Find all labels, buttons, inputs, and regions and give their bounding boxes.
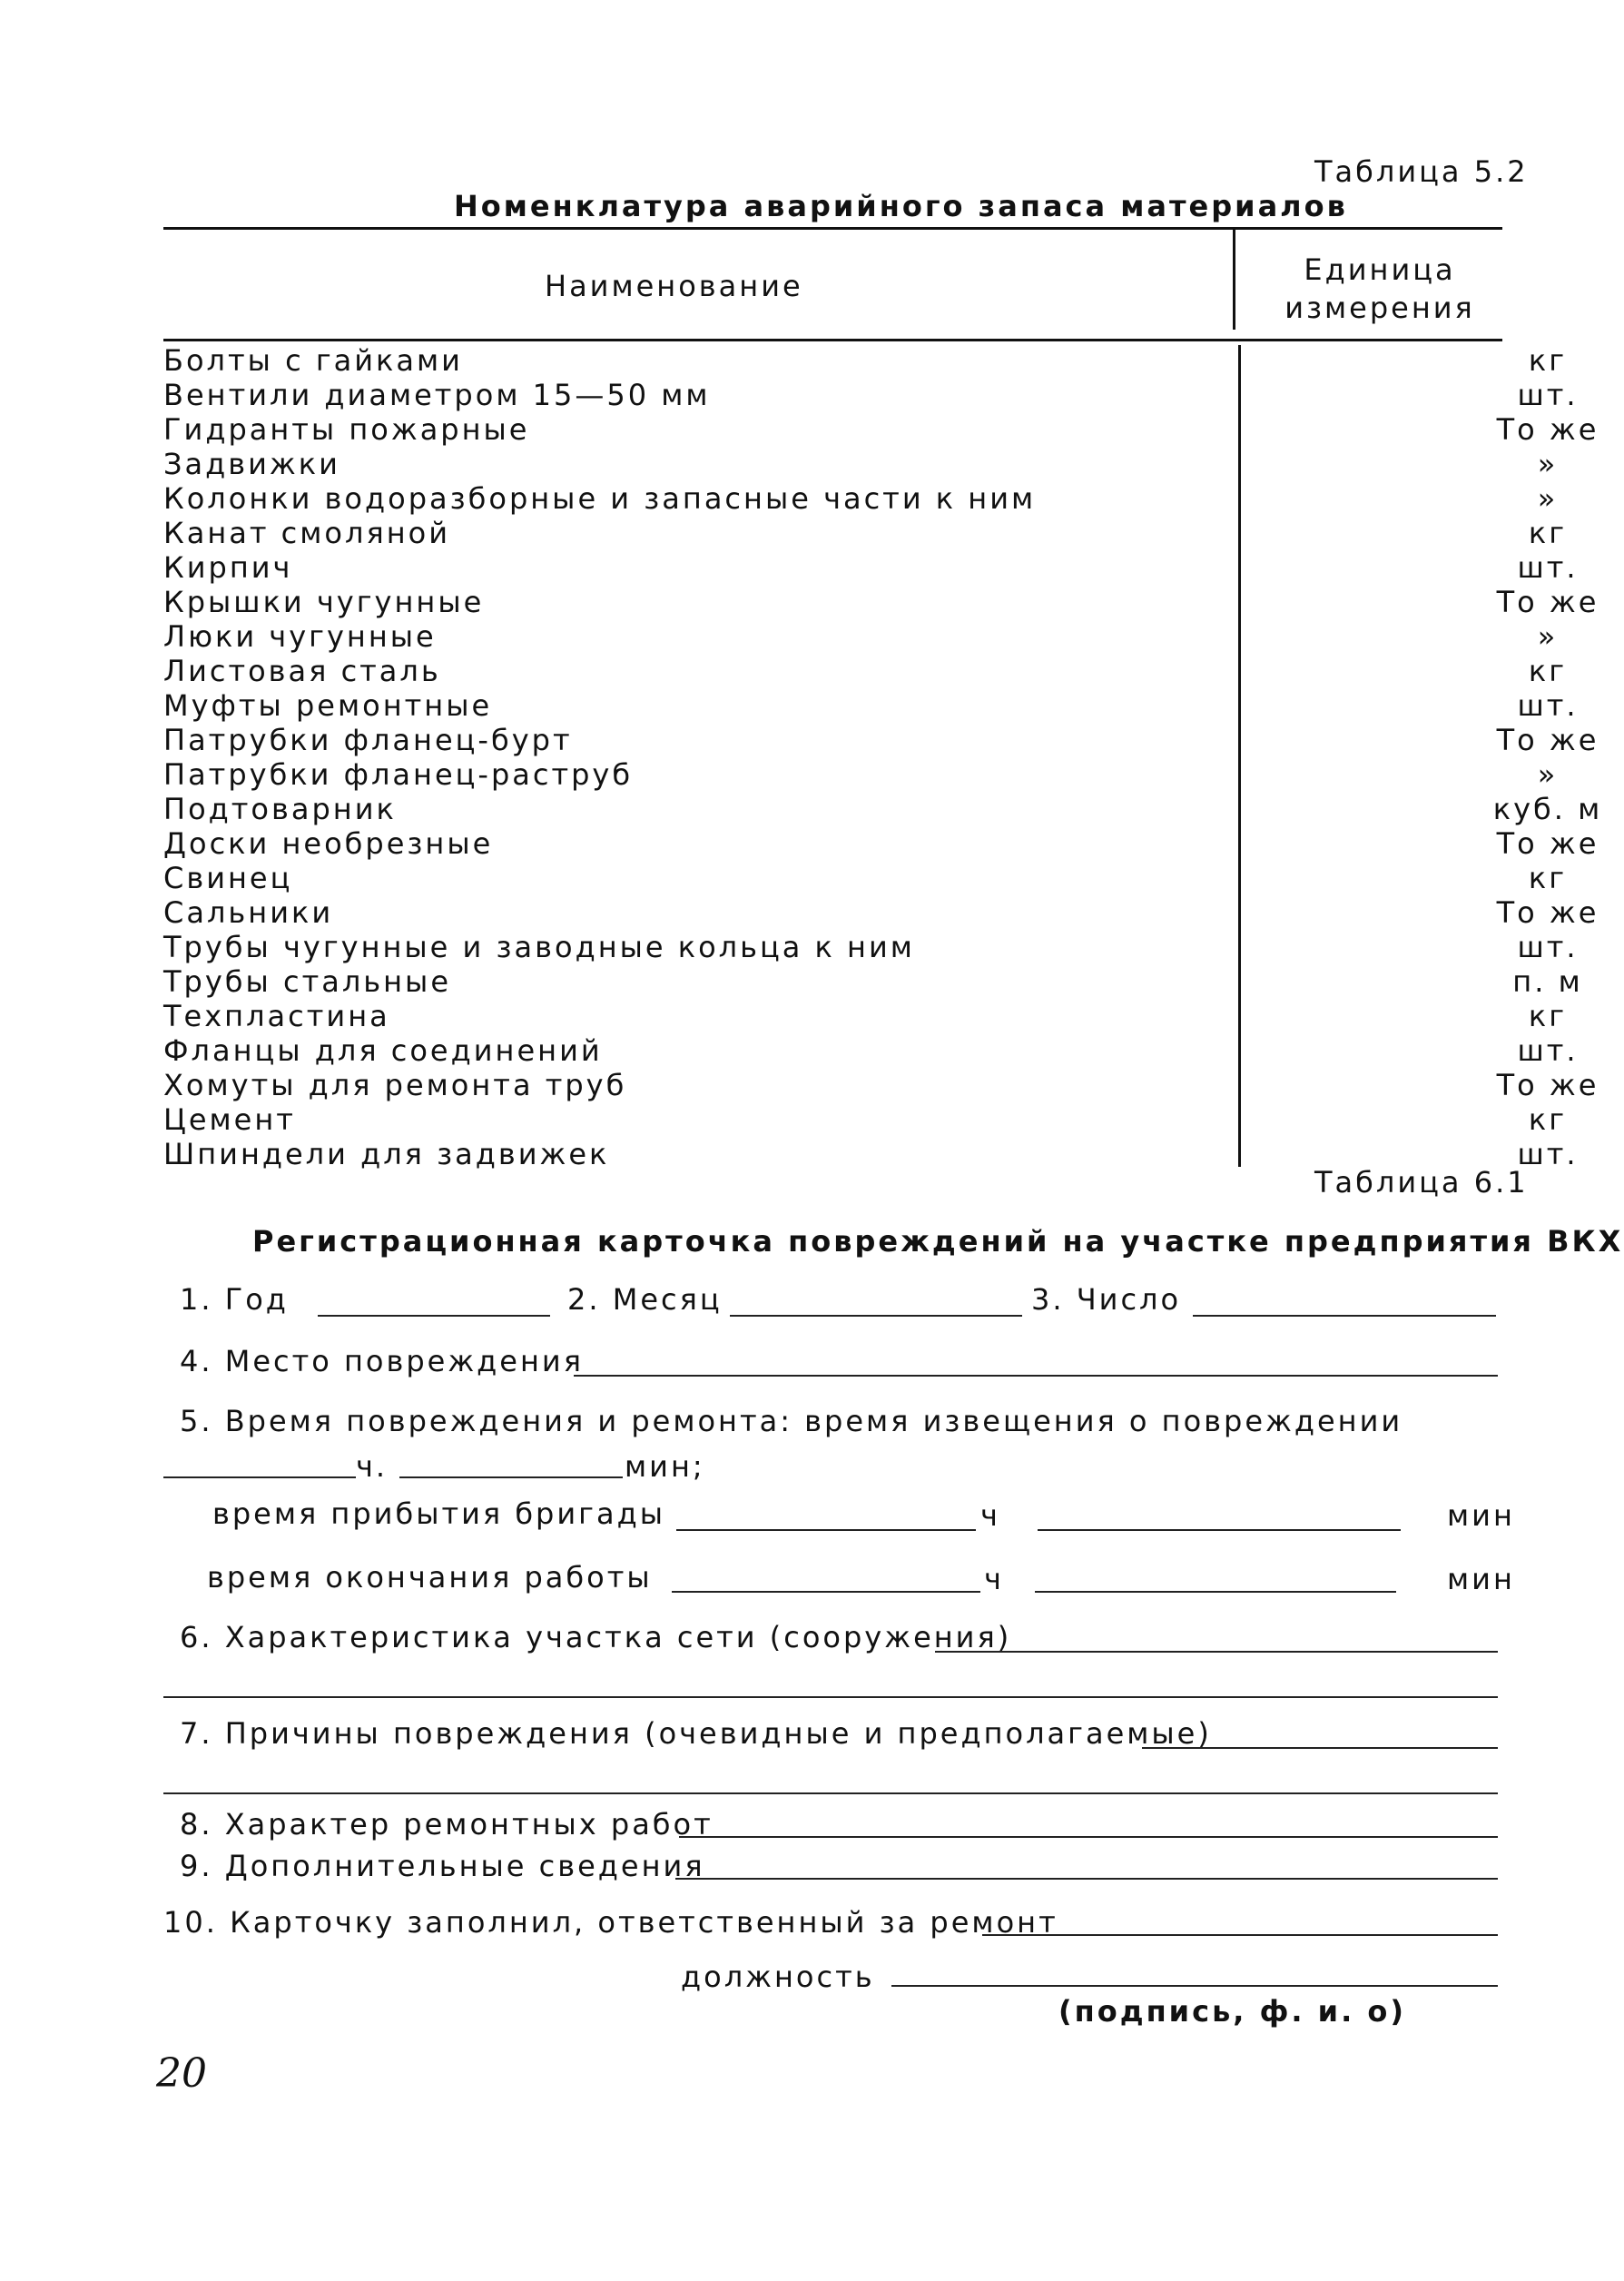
field-arrival-minutes-unit: мин <box>1447 1498 1515 1533</box>
unit-of-measure: шт. <box>1517 550 1579 585</box>
material-name: Муфты ремонтные <box>163 688 493 723</box>
unit-of-measure: кг <box>1528 861 1568 895</box>
field-filled-by-input[interactable] <box>982 1934 1498 1936</box>
card-title: Регистрационная карточка повреждений на участке предприятия ВКХ <box>252 1224 1624 1259</box>
signature-caption: (подпись, ф. и. о) <box>1058 1994 1406 2029</box>
unit-of-measure: шт. <box>1517 688 1579 723</box>
material-name: Патрубки фланец-бурт <box>163 723 573 757</box>
field-arrival-hours-unit: ч <box>980 1498 1000 1533</box>
material-name: Колонки водоразборные и запасные части к ним <box>163 481 1037 516</box>
table-row <box>163 619 1559 654</box>
material-name: Канат смоляной <box>163 516 450 550</box>
field-causes-input[interactable] <box>1142 1747 1498 1749</box>
field-repair-label: 8. Характер ремонтных работ <box>180 1807 714 1842</box>
field-position-input[interactable] <box>891 1985 1498 1987</box>
material-name: Вентили диаметром 15—50 мм <box>163 378 711 412</box>
table-row <box>163 378 1579 412</box>
field-day-label: 3. Число <box>1031 1282 1182 1317</box>
unit-of-measure: » <box>1537 619 1559 654</box>
field-causes-input-line2[interactable] <box>163 1792 1498 1794</box>
material-name: Задвижки <box>163 447 340 481</box>
field-place-input[interactable] <box>574 1375 1498 1377</box>
table-row <box>163 1068 1599 1102</box>
field-finish-hours-unit: ч <box>984 1562 1004 1596</box>
table-row <box>163 1102 1568 1137</box>
field-section-input-line2[interactable] <box>163 1696 1498 1698</box>
field-notice-hours-unit: ч. <box>356 1449 389 1484</box>
material-name: Сальники <box>163 895 334 930</box>
page-number: 20 <box>156 2050 207 2097</box>
table-row <box>163 895 1599 930</box>
header-column-divider <box>1233 230 1235 330</box>
table-row <box>163 654 1568 688</box>
table-top-rule <box>163 227 1502 230</box>
field-position-label: должность <box>681 1960 875 1994</box>
field-finish-hours-input[interactable] <box>672 1591 980 1593</box>
table-row <box>163 585 1599 619</box>
field-finish-label: время окончания работы <box>207 1560 653 1595</box>
field-extra-label: 9. Дополнительные сведения <box>180 1849 705 1883</box>
field-arrival-minutes-input[interactable] <box>1038 1529 1401 1531</box>
unit-of-measure: » <box>1537 757 1559 792</box>
unit-of-measure: То же <box>1496 1068 1599 1102</box>
header-bottom-rule <box>163 339 1502 341</box>
field-finish-minutes-input[interactable] <box>1035 1591 1396 1593</box>
table-row <box>163 447 1559 481</box>
unit-of-measure: То же <box>1496 723 1599 757</box>
field-place-label: 4. Место повреждения <box>180 1344 584 1378</box>
unit-of-measure: То же <box>1496 826 1599 861</box>
unit-of-measure: куб. м <box>1492 792 1603 826</box>
card-label: Таблица 6.1 <box>1314 1165 1529 1200</box>
material-name: Болты с гайками <box>163 343 463 378</box>
table-row <box>163 1033 1579 1068</box>
field-section-label: 6. Характеристика участка сети (сооружения) <box>180 1620 1012 1654</box>
table-row <box>163 481 1559 516</box>
column-header-unit-line2: измерения <box>1284 291 1475 325</box>
table-row <box>163 757 1559 792</box>
field-repair-input[interactable] <box>679 1836 1498 1838</box>
material-name: Фланцы для соединений <box>163 1033 603 1068</box>
material-name: Подтоварник <box>163 792 397 826</box>
field-year-input[interactable] <box>318 1315 550 1317</box>
material-name: Цемент <box>163 1102 296 1137</box>
material-name: Доски необрезные <box>163 826 494 861</box>
material-name: Гидранты пожарные <box>163 412 530 447</box>
material-name: Шпиндели для задвижек <box>163 1137 610 1171</box>
table-label: Таблица 5.2 <box>1314 154 1529 189</box>
table-row <box>163 723 1599 757</box>
table-row <box>163 516 1568 550</box>
unit-of-measure: » <box>1537 481 1559 516</box>
material-name: Кирпич <box>163 550 293 585</box>
unit-of-measure: кг <box>1528 1102 1568 1137</box>
table-row <box>163 930 1579 964</box>
unit-of-measure: кг <box>1528 343 1568 378</box>
field-extra-input[interactable] <box>675 1878 1498 1880</box>
field-notice-hours-input[interactable] <box>163 1476 356 1478</box>
table-row <box>163 964 1583 999</box>
unit-of-measure: То же <box>1496 585 1599 619</box>
material-name: Патрубки фланец-раструб <box>163 757 634 792</box>
field-month-label: 2. Месяц <box>567 1282 723 1317</box>
material-name: Крышки чугунные <box>163 585 485 619</box>
unit-of-measure: кг <box>1528 516 1568 550</box>
table-row <box>163 861 1568 895</box>
field-arrival-hours-input[interactable] <box>676 1529 976 1531</box>
table-row <box>163 999 1568 1033</box>
table-row <box>163 688 1579 723</box>
material-name: Трубы чугунные и заводные кольца к ним <box>163 930 915 964</box>
unit-of-measure: кг <box>1528 999 1568 1033</box>
unit-of-measure: п. м <box>1512 964 1583 999</box>
unit-of-measure: шт. <box>1517 378 1579 412</box>
material-name: Трубы стальные <box>163 964 451 999</box>
field-day-input[interactable] <box>1193 1315 1496 1317</box>
field-section-input[interactable] <box>935 1651 1498 1653</box>
table-row <box>163 412 1599 447</box>
field-causes-label: 7. Причины повреждения (очевидные и предполагаемые) <box>180 1716 1212 1751</box>
unit-of-measure: шт. <box>1517 1033 1579 1068</box>
field-finish-minutes-unit: мин <box>1447 1562 1515 1596</box>
column-header-unit-line1: Единица <box>1304 252 1456 287</box>
field-month-input[interactable] <box>730 1315 1022 1317</box>
unit-of-measure: » <box>1537 447 1559 481</box>
material-name: Хомуты для ремонта труб <box>163 1068 627 1102</box>
material-name: Свинец <box>163 861 293 895</box>
column-header-name: Наименование <box>545 269 803 303</box>
table-row <box>163 792 1603 826</box>
material-name: Техпластина <box>163 999 390 1033</box>
field-notice-minutes-unit: мин; <box>625 1449 705 1484</box>
table-title: Номенклатура аварийного запаса материалов <box>454 189 1348 223</box>
table-row <box>163 826 1599 861</box>
unit-of-measure: кг <box>1528 654 1568 688</box>
unit-of-measure: То же <box>1496 412 1599 447</box>
field-notice-minutes-input[interactable] <box>399 1476 623 1478</box>
table-row <box>163 550 1579 585</box>
field-filled-by-label: 10. Карточку заполнил, ответственный за ремонт <box>163 1905 1058 1940</box>
unit-of-measure: шт. <box>1517 1137 1579 1171</box>
unit-of-measure: То же <box>1496 895 1599 930</box>
table-row <box>163 1137 1579 1171</box>
unit-of-measure: шт. <box>1517 930 1579 964</box>
field-year-label: 1. Год <box>180 1282 289 1317</box>
material-name: Люки чугунные <box>163 619 437 654</box>
field-arrival-label: время прибытия бригады <box>212 1496 665 1531</box>
table-row <box>163 343 1568 378</box>
field-time-label: 5. Время повреждения и ремонта: время извещения о повреждении <box>180 1404 1403 1438</box>
material-name: Листовая сталь <box>163 654 441 688</box>
